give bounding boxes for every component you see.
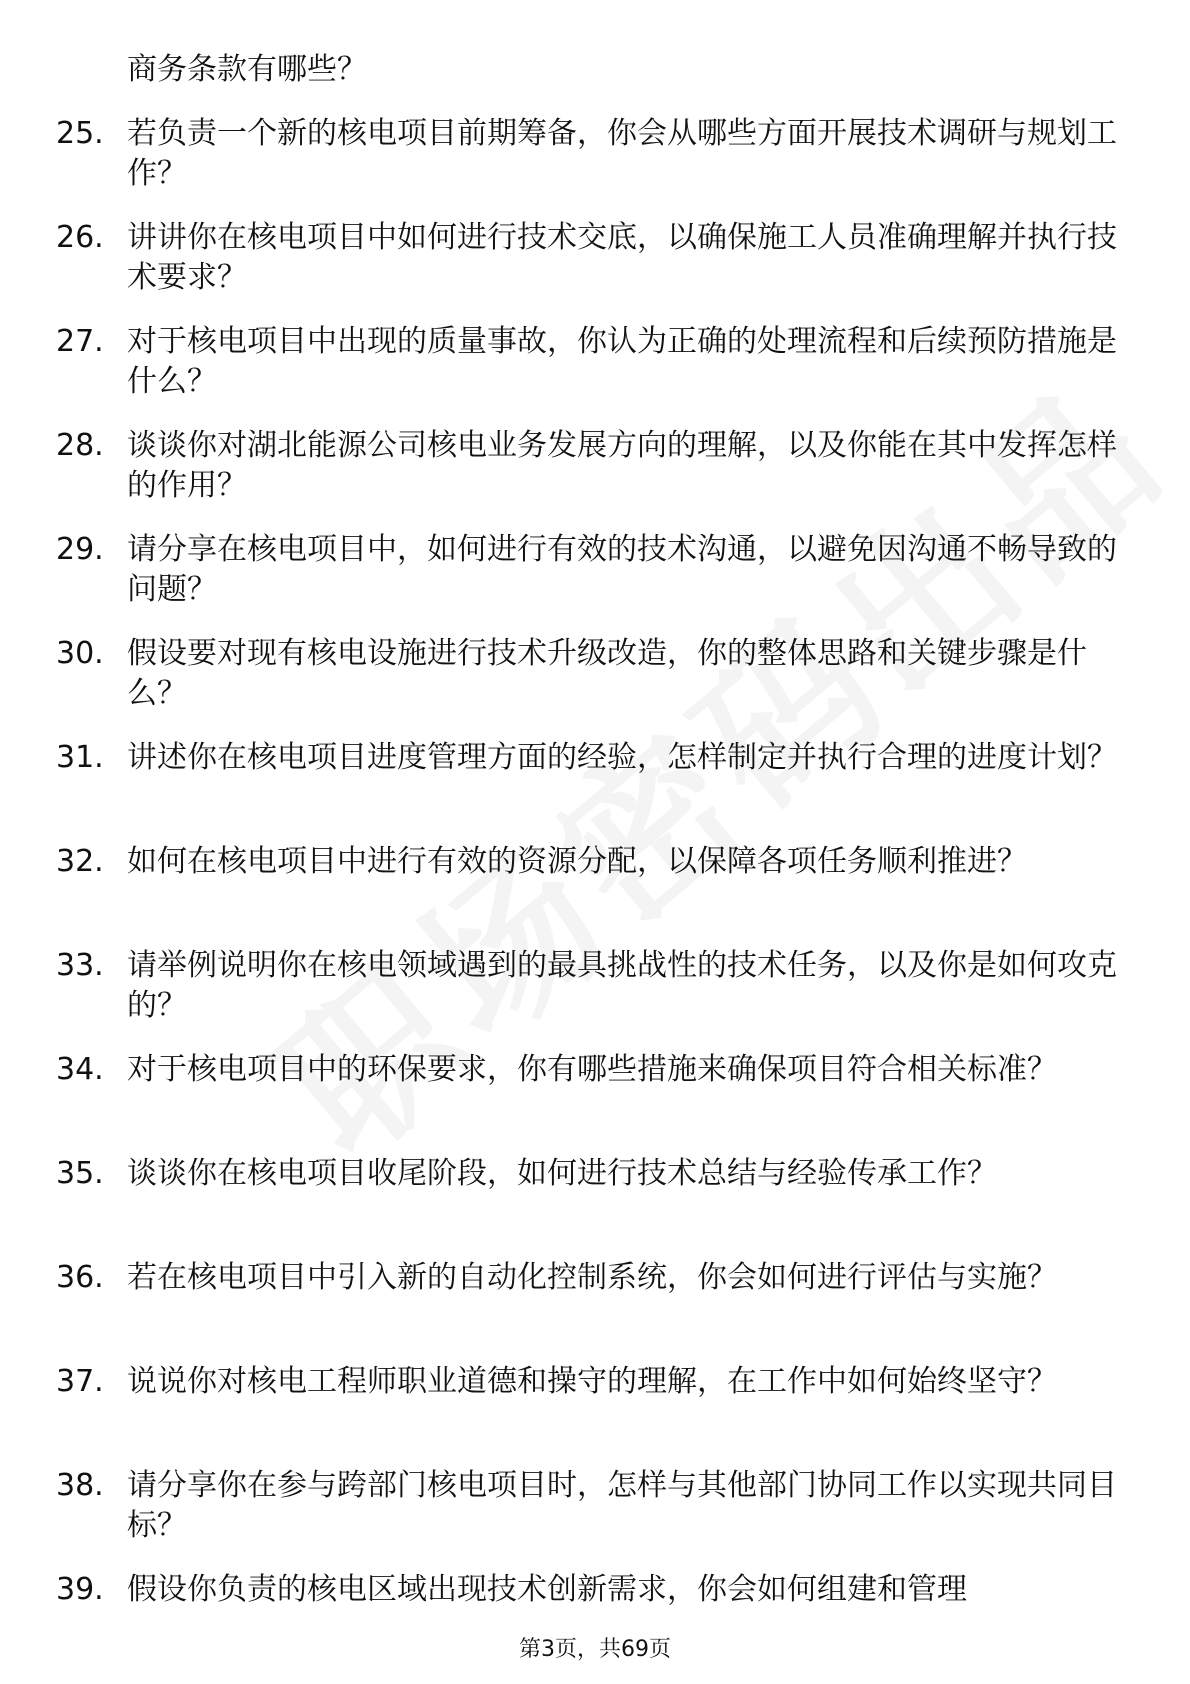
question-item bbox=[0, 1356, 1190, 1460]
continued-question-text: 商务条款有哪些？ bbox=[127, 52, 367, 87]
question-text: 讲述你在核电项目进度管理方面的经验，怎样制定并执行合理的进度计划？ bbox=[127, 740, 1117, 775]
question-text: 谈谈你在核电项目收尾阶段，如何进行技术总结与经验传承工作？ bbox=[127, 1156, 997, 1191]
question-text: 若负责一个新的核电项目前期筹备，你会从哪些方面开展技术调研与规划工作？ bbox=[127, 116, 1117, 191]
question-item bbox=[0, 420, 1190, 524]
question-item bbox=[0, 524, 1190, 628]
question-text: 请举例说明你在核电领域遇到的最具挑战性的技术任务，以及你是如何攻克的？ bbox=[127, 948, 1117, 1023]
question-text: 讲讲你在核电项目中如何进行技术交底，以确保施工人员准确理解并执行技术要求？ bbox=[127, 220, 1117, 295]
question-number: 30. bbox=[56, 636, 104, 671]
question-text: 假设你负责的核电区域出现技术创新需求，你会如何组建和管理 bbox=[127, 1572, 967, 1607]
question-text: 如何在核电项目中进行有效的资源分配，以保障各项任务顺利推进？ bbox=[127, 844, 1027, 879]
question-number: 26. bbox=[56, 220, 104, 255]
question-number: 32. bbox=[56, 844, 104, 879]
question-item bbox=[0, 1460, 1190, 1564]
question-text: 假设要对现有核电设施进行技术升级改造，你的整体思路和关键步骤是什么？ bbox=[127, 636, 1087, 711]
question-number: 35. bbox=[56, 1156, 104, 1191]
question-number: 37. bbox=[56, 1364, 104, 1399]
question-item bbox=[0, 212, 1190, 316]
question-number: 38. bbox=[56, 1468, 104, 1503]
question-number: 39. bbox=[56, 1572, 104, 1607]
page-footer: 第3页，共69页 bbox=[519, 1637, 671, 1662]
question-number: 27. bbox=[56, 324, 104, 359]
question-number: 28. bbox=[56, 428, 104, 463]
question-item bbox=[0, 108, 1190, 212]
question-number: 33. bbox=[56, 948, 104, 983]
question-item bbox=[0, 1148, 1190, 1252]
question-number: 29. bbox=[56, 532, 104, 567]
question-number: 34. bbox=[56, 1052, 104, 1087]
question-text: 请分享你在参与跨部门核电项目时，怎样与其他部门协同工作以实现共同目标？ bbox=[127, 1468, 1117, 1543]
question-item bbox=[0, 316, 1190, 420]
question-number: 31. bbox=[56, 740, 104, 775]
question-number: 36. bbox=[56, 1260, 104, 1295]
question-text: 对于核电项目中出现的质量事故，你认为正确的处理流程和后续预防措施是什么？ bbox=[127, 324, 1117, 399]
question-item bbox=[0, 940, 1190, 1044]
question-text: 对于核电项目中的环保要求，你有哪些措施来确保项目符合相关标准？ bbox=[127, 1052, 1057, 1087]
question-text: 谈谈你对湖北能源公司核电业务发展方向的理解，以及你能在其中发挥怎样的作用？ bbox=[127, 428, 1117, 503]
question-item bbox=[0, 836, 1190, 940]
question-item bbox=[0, 732, 1190, 836]
question-item bbox=[0, 628, 1190, 732]
question-text: 说说你对核电工程师职业道德和操守的理解，在工作中如何始终坚守？ bbox=[127, 1364, 1057, 1399]
question-text: 若在核电项目中引入新的自动化控制系统，你会如何进行评估与实施？ bbox=[127, 1260, 1057, 1295]
question-number: 25. bbox=[56, 116, 104, 151]
question-text: 请分享在核电项目中，如何进行有效的技术沟通，以避免因沟通不畅导致的问题？ bbox=[127, 532, 1117, 607]
question-list bbox=[0, 108, 1190, 1668]
question-item bbox=[0, 1044, 1190, 1148]
question-item bbox=[0, 1252, 1190, 1356]
